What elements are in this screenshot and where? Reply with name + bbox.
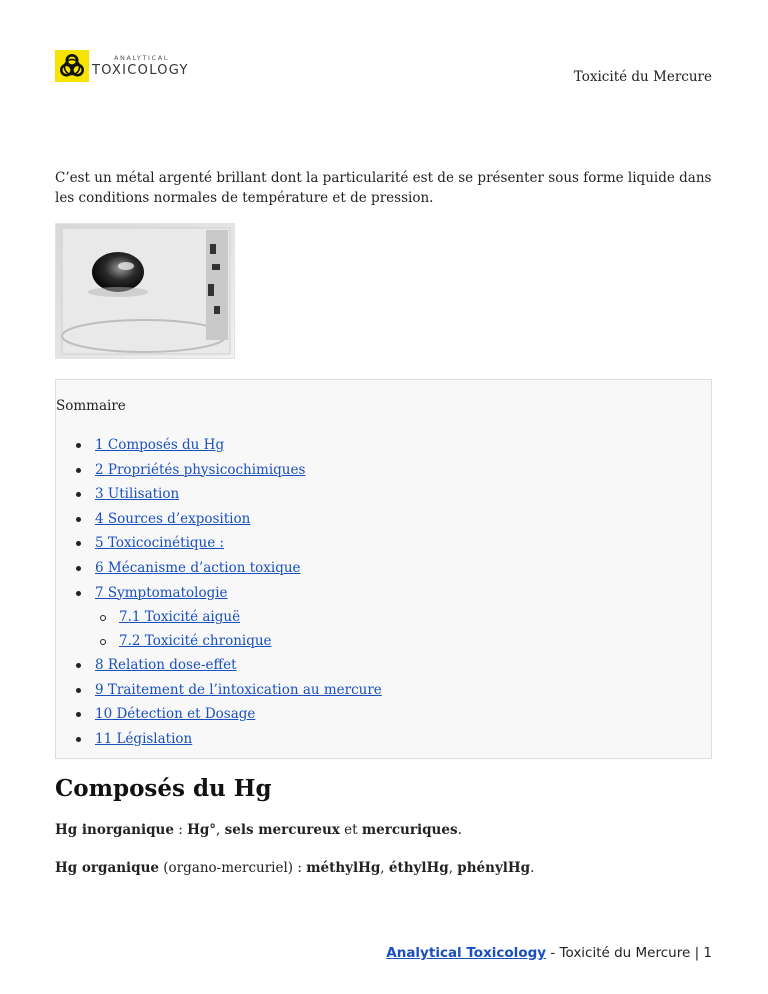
toc-item xyxy=(76,678,382,703)
toc-link-traitement[interactable]: 9 Traitement de l’intoxication au mercure xyxy=(95,681,382,698)
footer-text: - Toxicité du Mercure | 1 xyxy=(546,945,712,961)
text-span: (organo-mercuriel) : xyxy=(159,860,307,876)
toc-subitem xyxy=(100,629,382,653)
text-span: , xyxy=(448,860,458,876)
toc-link-utilisation[interactable]: 3 Utilisation xyxy=(95,486,180,503)
text-span: , xyxy=(380,860,389,876)
text-span: . xyxy=(530,860,535,876)
toc-item xyxy=(76,653,382,678)
mercury-photo xyxy=(55,223,235,359)
term-sels-mercureux: sels mercureux xyxy=(224,822,340,838)
toc-item xyxy=(76,581,382,606)
term-ethylhg: éthylHg xyxy=(388,860,449,876)
table-of-contents xyxy=(55,379,712,759)
text-span: , xyxy=(216,822,225,838)
toc-link-symptomatologie[interactable]: 7 Symptomatologie xyxy=(95,584,228,601)
toc-list xyxy=(76,433,382,752)
toc-link-legislation[interactable]: 11 Législation xyxy=(95,730,193,747)
text-span: . xyxy=(457,822,462,838)
term-methylhg: méthylHg xyxy=(306,860,381,876)
toc-link-mecanisme[interactable]: 6 Mécanisme d’action toxique xyxy=(95,559,301,576)
logo-text-small: ANALYTICAL xyxy=(114,54,169,63)
toc-item xyxy=(76,727,382,752)
toc-link-composes[interactable]: 1 Composés du Hg xyxy=(95,437,225,453)
toc-item xyxy=(76,507,382,532)
biohazard-icon xyxy=(55,50,89,82)
term-hg-organique: Hg organique xyxy=(55,860,159,876)
toc-item xyxy=(76,556,382,581)
term-mercuriques: mercuriques xyxy=(361,822,458,838)
toc-link-toxicite-chronique[interactable]: 7.2 Toxicité chronique xyxy=(119,633,272,650)
term-phenylhg: phénylHg xyxy=(457,860,531,876)
inorganic-paragraph xyxy=(55,822,462,838)
toc-link-relation-dose-effet[interactable]: 8 Relation dose-effet xyxy=(95,657,237,674)
page-footer xyxy=(386,945,712,961)
term-hg-inorganique: Hg inorganique xyxy=(55,822,174,838)
toc-item xyxy=(76,458,382,483)
toc-title: Sommaire xyxy=(56,398,126,414)
text-span: : xyxy=(173,822,188,838)
text-span: et xyxy=(339,822,362,838)
toc-item xyxy=(76,433,382,458)
header-page-title: Toxicité du Mercure xyxy=(573,69,712,85)
toc-link-toxicocinetique[interactable]: 5 Toxicocinétique : xyxy=(95,535,225,552)
organic-paragraph xyxy=(55,860,534,876)
toc-item xyxy=(76,482,382,507)
toc-link-detection[interactable]: 10 Détection et Dosage xyxy=(95,706,256,723)
site-logo[interactable] xyxy=(55,50,189,82)
footer-site-link[interactable]: Analytical Toxicology xyxy=(386,945,547,961)
toc-item xyxy=(76,531,382,556)
toc-subitem xyxy=(100,605,382,629)
toc-item xyxy=(76,702,382,727)
section-heading: Composés du Hg xyxy=(55,775,272,802)
logo-text-main: TOXICOLOGY xyxy=(92,62,189,78)
intro-paragraph: C’est un métal argenté brillant dont la particularité est de se présenter sous forme liquide dans les conditions normales de température et de pression. xyxy=(55,170,712,206)
term-hg-metal: Hg° xyxy=(187,822,217,838)
toc-link-toxicite-aigue[interactable]: 7.1 Toxicité aiguë xyxy=(119,609,241,626)
toc-link-sources[interactable]: 4 Sources d’exposition xyxy=(95,510,251,527)
toc-link-proprietes[interactable]: 2 Propriétés physicochimiques xyxy=(95,461,306,478)
